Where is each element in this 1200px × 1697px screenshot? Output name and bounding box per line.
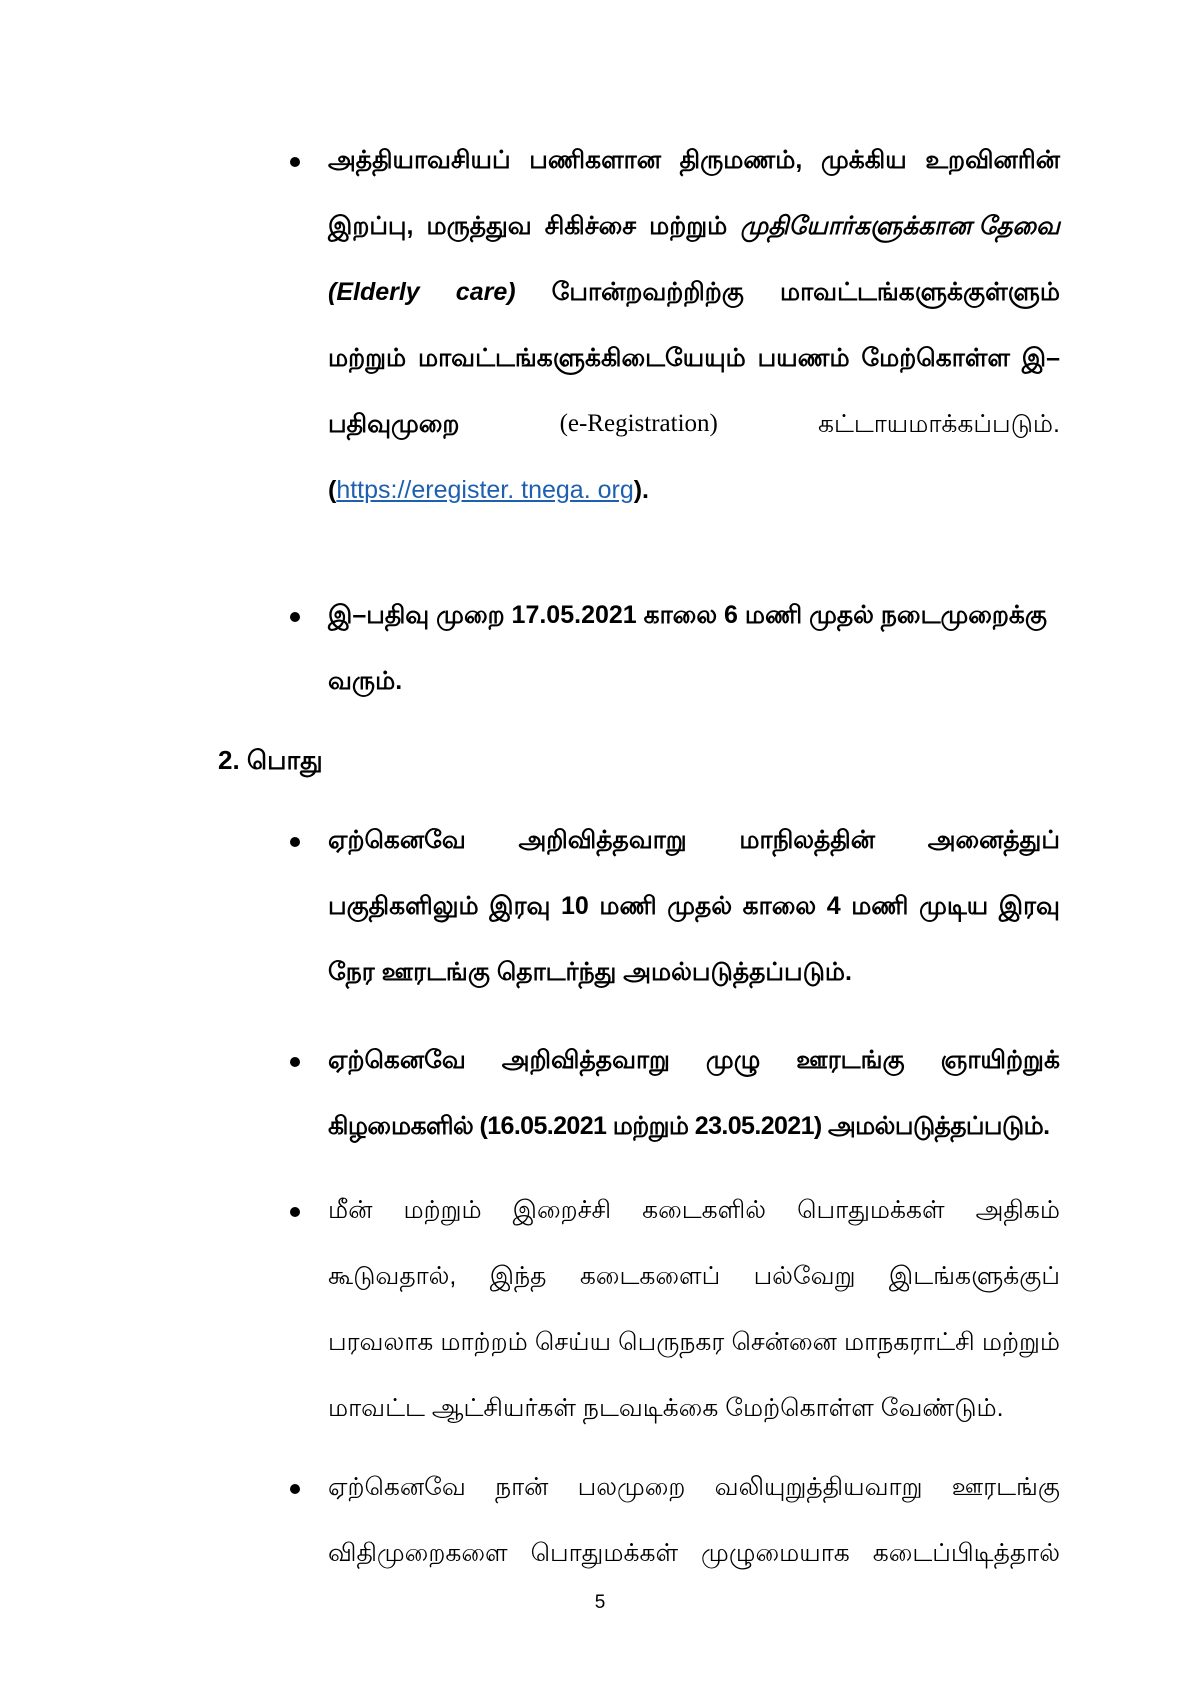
word: மாநகராட்சி [844, 1328, 975, 1356]
page-number: 5 [594, 1592, 606, 1613]
word: இறப்பு, [328, 212, 414, 240]
bullet-icon [290, 612, 300, 622]
word: மாற்றம் [440, 1328, 528, 1356]
section-heading-general: 2. பொது [218, 745, 323, 775]
word: இடங்களுக்குப் [888, 1262, 1060, 1290]
word: விதிமுறைகளை [328, 1539, 508, 1567]
paren-open: ( [328, 476, 337, 504]
word: (Elderly [328, 278, 420, 306]
word: அறிவித்தவாறு [518, 826, 687, 854]
text-line [328, 338, 1060, 378]
word: care) [455, 278, 516, 306]
word: 10 [561, 892, 589, 920]
text-line: இ–பதிவு முறை 17.05.2021 காலை 6 மணி முதல் நடைமுறைக்கு [328, 601, 1047, 629]
bullet-icon [290, 1057, 300, 1067]
word: பணிகளான [529, 146, 661, 174]
text-line [328, 820, 1060, 860]
word: கடைகளில் [642, 1196, 767, 1224]
text-line [328, 1256, 1060, 1296]
text-line [328, 1040, 1060, 1080]
word: வலியுறுத்தியவாறு [714, 1473, 923, 1501]
word: சென்னை [731, 1328, 837, 1356]
word: அதிகம் [975, 1196, 1060, 1224]
bullet-icon [290, 837, 300, 847]
word: பரவலாக [328, 1328, 434, 1356]
word: பொதுமக்கள் [530, 1539, 679, 1567]
word: அனைத்துப் [927, 826, 1060, 854]
word: மாநிலத்தின் [739, 826, 876, 854]
word: மணி [851, 892, 909, 920]
word: இ– [1021, 344, 1060, 372]
word: மேற்கொள்ள [861, 344, 1010, 372]
word: உறவினரின் [925, 146, 1060, 174]
word: முக்கிய [821, 146, 907, 174]
word: மாவட்டங்களுக்கிடையேயும் [417, 344, 746, 372]
word: போன்றவற்றிற்கு [551, 278, 744, 306]
word: மருத்துவ [426, 212, 532, 240]
word: பலமுறை [577, 1473, 686, 1501]
word: முழுமையாக [701, 1539, 850, 1567]
word: இறைச்சி [512, 1196, 612, 1224]
text-line [328, 206, 1060, 246]
italic-term-elderly-care: முதியோர்களுக்கான தேவை [740, 212, 1060, 240]
word: மணி [599, 892, 657, 920]
word: இரவு [489, 892, 551, 920]
word: மற்றும் [981, 1328, 1060, 1356]
word: கூடுவதால், [328, 1262, 457, 1290]
word: பெருநகர [618, 1328, 725, 1356]
bullet-icon [290, 157, 300, 167]
bullet-icon [290, 1207, 300, 1217]
word: முடிய [919, 892, 989, 920]
word: மாவட்டங்களுக்குள்ளும் [779, 278, 1060, 306]
word: அறிவித்தவாறு [501, 1046, 670, 1074]
word: ஏற்கெனவே [328, 1046, 466, 1074]
word: பயணம் [757, 344, 850, 372]
text-line: வரும். [328, 667, 403, 695]
word: அத்தியாவசியப் [328, 146, 511, 174]
text-line [328, 404, 1060, 444]
word: இரவு [998, 892, 1060, 920]
word: கடைப்பிடித்தால் [872, 1539, 1060, 1567]
word: ஏற்கெனவே [328, 1473, 466, 1501]
word: மற்றும் [649, 212, 728, 240]
word: பல்வேறு [753, 1262, 856, 1290]
text-line [328, 1533, 1060, 1573]
text-line [328, 272, 1060, 312]
word: காலை [742, 892, 817, 920]
word: மற்றும் [328, 344, 407, 372]
word: ஏற்கெனவே [328, 826, 466, 854]
text-line [328, 1190, 1060, 1230]
word: பகுதிகளிலும் [328, 892, 479, 920]
word: செய்ய [534, 1328, 612, 1356]
text-line [328, 886, 1060, 926]
word: ஊரடங்கு [796, 1046, 905, 1074]
word: இந்த [489, 1262, 547, 1290]
word: ஊரடங்கு [951, 1473, 1060, 1501]
word: திருமணம், [679, 146, 803, 174]
word: நான் [495, 1473, 549, 1501]
text-line [328, 140, 1060, 180]
word: கட்டாயமாக்கப்படும். [817, 410, 1060, 438]
word: மற்றும் [403, 1196, 482, 1224]
text-line: கிழமைகளில் (16.05.2021 மற்றும் 23.05.2021) அமல்படுத்தப்படும். [328, 1112, 1050, 1140]
word: முதல் [667, 892, 733, 920]
word: கடைகளைப் [579, 1262, 721, 1290]
text-line [328, 1467, 1060, 1507]
paren-close: ). [633, 476, 650, 504]
word: பொதுமக்கள் [797, 1196, 945, 1224]
bullet-icon [290, 1484, 300, 1494]
text-line [328, 470, 1060, 510]
eregister-link[interactable]: https://eregister. tnega. org [336, 476, 634, 504]
word: சிகிச்சை [544, 212, 637, 240]
text-line: நேர ஊரடங்கு தொடர்ந்து அமல்படுத்தப்படும். [328, 958, 852, 986]
word: மீன் [328, 1196, 373, 1224]
text-line [328, 1322, 1060, 1362]
word: முழு [705, 1046, 761, 1074]
word: ஞாயிற்றுக் [940, 1046, 1060, 1074]
word-e-registration: (e-Registration) [559, 410, 718, 437]
text-line: மாவட்ட ஆட்சியர்கள் நடவடிக்கை மேற்கொள்ள வேண்டும். [328, 1394, 1004, 1422]
word: 4 [826, 892, 841, 920]
word: பதிவுமுறை [328, 410, 460, 438]
